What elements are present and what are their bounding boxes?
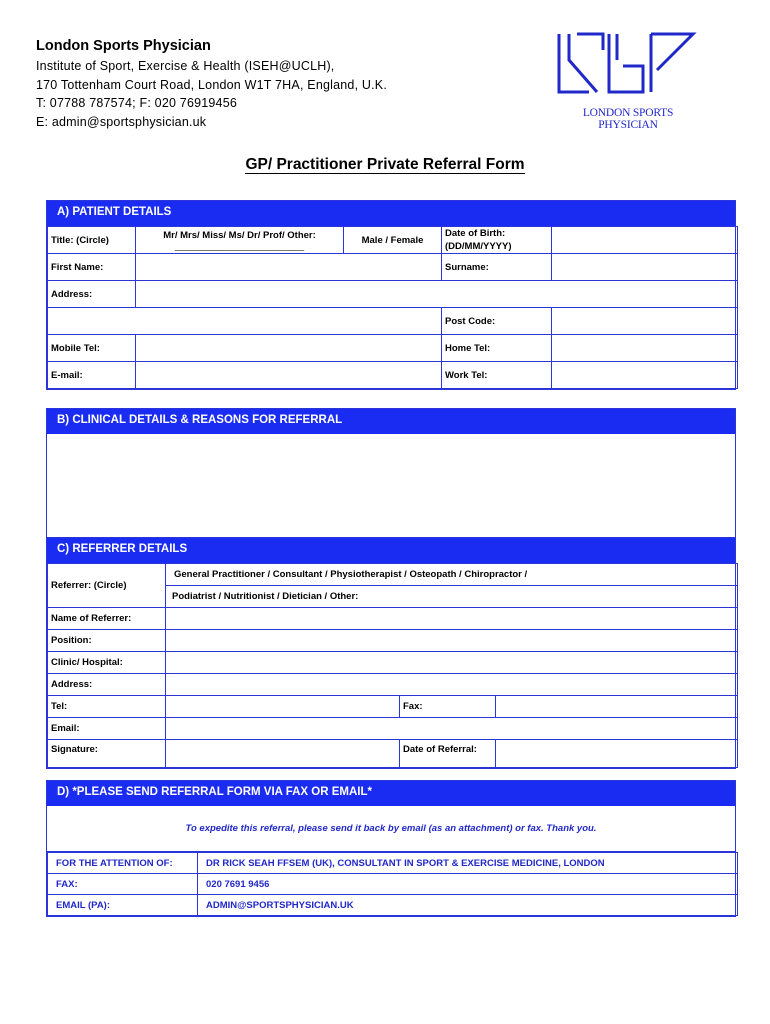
clinical-details-input[interactable] — [47, 434, 735, 537]
mobile-label: Mobile Tel: — [48, 335, 136, 362]
clinic-input[interactable] — [166, 652, 738, 674]
referrer-email-input[interactable] — [166, 718, 738, 740]
org-address-line-1: Institute of Sport, Exercise & Health (ISEH@UCLH), — [36, 59, 335, 73]
email-input[interactable] — [136, 362, 442, 389]
section-referrer-details — [46, 537, 736, 769]
address-input-line-1[interactable] — [136, 281, 738, 308]
email-label: E-mail: — [48, 362, 136, 389]
mobile-input[interactable] — [136, 335, 442, 362]
title-options: Mr/ Mrs/ Miss/ Ms/ Dr/ Prof/ Other: — [163, 229, 316, 241]
contact-fax-label: FAX: — [48, 874, 198, 895]
referrer-address-input[interactable] — [166, 674, 738, 696]
surname-label: Surname: — [442, 254, 552, 281]
work-tel-input[interactable] — [552, 362, 738, 389]
referrer-name-input[interactable] — [166, 608, 738, 630]
gender-options-field[interactable]: Male / Female — [344, 227, 442, 254]
attention-value: DR RICK SEAH FFSEM (UK), CONSULTANT IN SPORT & EXERCISE MEDICINE, LONDON — [198, 853, 738, 874]
contact-row — [48, 895, 738, 916]
org-address-line-2: 170 Tottenham Court Road, London W1T 7HA, England, U.K. — [36, 77, 388, 92]
home-tel-input[interactable] — [552, 335, 738, 362]
referrer-name-label: Name of Referrer: — [48, 608, 166, 630]
section-c-heading: C) REFERRER DETAILS — [47, 538, 735, 563]
first-name-input[interactable] — [136, 254, 442, 281]
first-name-label: First Name: — [48, 254, 136, 281]
referrer-options-line-1[interactable]: General Practitioner / Consultant / Physiotherapist / Osteopath / Chiropractor / — [166, 564, 738, 586]
title-options-field[interactable] — [136, 227, 344, 254]
postcode-label: Post Code: — [442, 308, 552, 335]
form-title-text: GP/ Practitioner Private Referral Form — [245, 156, 525, 173]
referrer-email-label: Email: — [48, 718, 166, 740]
section-d-heading: D) *PLEASE SEND REFERRAL FORM VIA FAX OR EMAIL* — [47, 781, 735, 806]
logo-caption: LONDON SPORTS PHYSICIAN — [582, 107, 674, 131]
referral-date-label: Date of Referral: — [400, 740, 496, 768]
dob-label-cell — [442, 227, 552, 254]
dob-label: Date of Birth: — [445, 228, 506, 239]
signature-label: Signature: — [48, 740, 166, 768]
contact-row — [48, 853, 738, 874]
position-label: Position: — [48, 630, 166, 652]
section-patient-details — [46, 200, 736, 390]
dob-format: (DD/MM/YYYY) — [445, 241, 512, 252]
contact-table — [47, 852, 738, 916]
clinic-label: Clinic/ Hospital: — [48, 652, 166, 674]
title-label: Title: (Circle) — [48, 227, 136, 254]
org-email-line: E: admin@sportsphysician.uk — [36, 114, 207, 129]
org-name: London Sports Physician — [36, 38, 211, 54]
tel-input[interactable] — [166, 696, 400, 718]
referral-date-input[interactable] — [496, 740, 738, 768]
work-tel-label: Work Tel: — [442, 362, 552, 389]
tel-label: Tel: — [48, 696, 166, 718]
form-title — [0, 156, 770, 174]
position-input[interactable] — [166, 630, 738, 652]
referrer-details-table — [47, 563, 738, 768]
contact-row — [48, 874, 738, 895]
org-phone-line: T: 07788 787574; F: 020 76919456 — [36, 96, 238, 110]
home-tel-label: Home Tel: — [442, 335, 552, 362]
fax-label: Fax: — [400, 696, 496, 718]
referrer-address-label: Address: — [48, 674, 166, 696]
contact-fax-value: 020 7691 9456 — [198, 874, 738, 895]
referrer-options-line-2[interactable]: Podiatrist / Nutritionist / Dietician / Other: — [166, 586, 738, 608]
section-clinical-details — [46, 408, 736, 538]
section-send-instructions — [46, 780, 736, 917]
address-label: Address: — [48, 281, 136, 308]
fax-input[interactable] — [496, 696, 738, 718]
letterhead — [36, 37, 456, 131]
attention-label: FOR THE ATTENTION OF: — [48, 853, 198, 874]
signature-input[interactable] — [166, 740, 400, 768]
dob-input[interactable] — [552, 227, 738, 254]
patient-details-table — [47, 226, 738, 389]
lsp-logo — [553, 30, 703, 131]
section-a-heading: A) PATIENT DETAILS — [47, 201, 735, 226]
contact-email-label: EMAIL (PA): — [48, 895, 198, 916]
section-b-heading: B) CLINICAL DETAILS & REASONS FOR REFERRAL — [47, 409, 735, 434]
surname-input[interactable] — [552, 254, 738, 281]
title-other-blank: _____________________________ — [174, 241, 305, 251]
send-instructions-text: To expedite this referral, please send it back by email (as an attachment) or fax. Thank you. — [47, 806, 735, 852]
postcode-input[interactable] — [552, 308, 738, 335]
contact-email-value[interactable]: ADMIN@SPORTSPHYSICIAN.UK — [198, 895, 738, 916]
lsp-logo-mark — [553, 30, 703, 105]
address-input-line-2[interactable] — [48, 308, 442, 335]
referrer-label: Referrer: (Circle) — [48, 564, 166, 608]
